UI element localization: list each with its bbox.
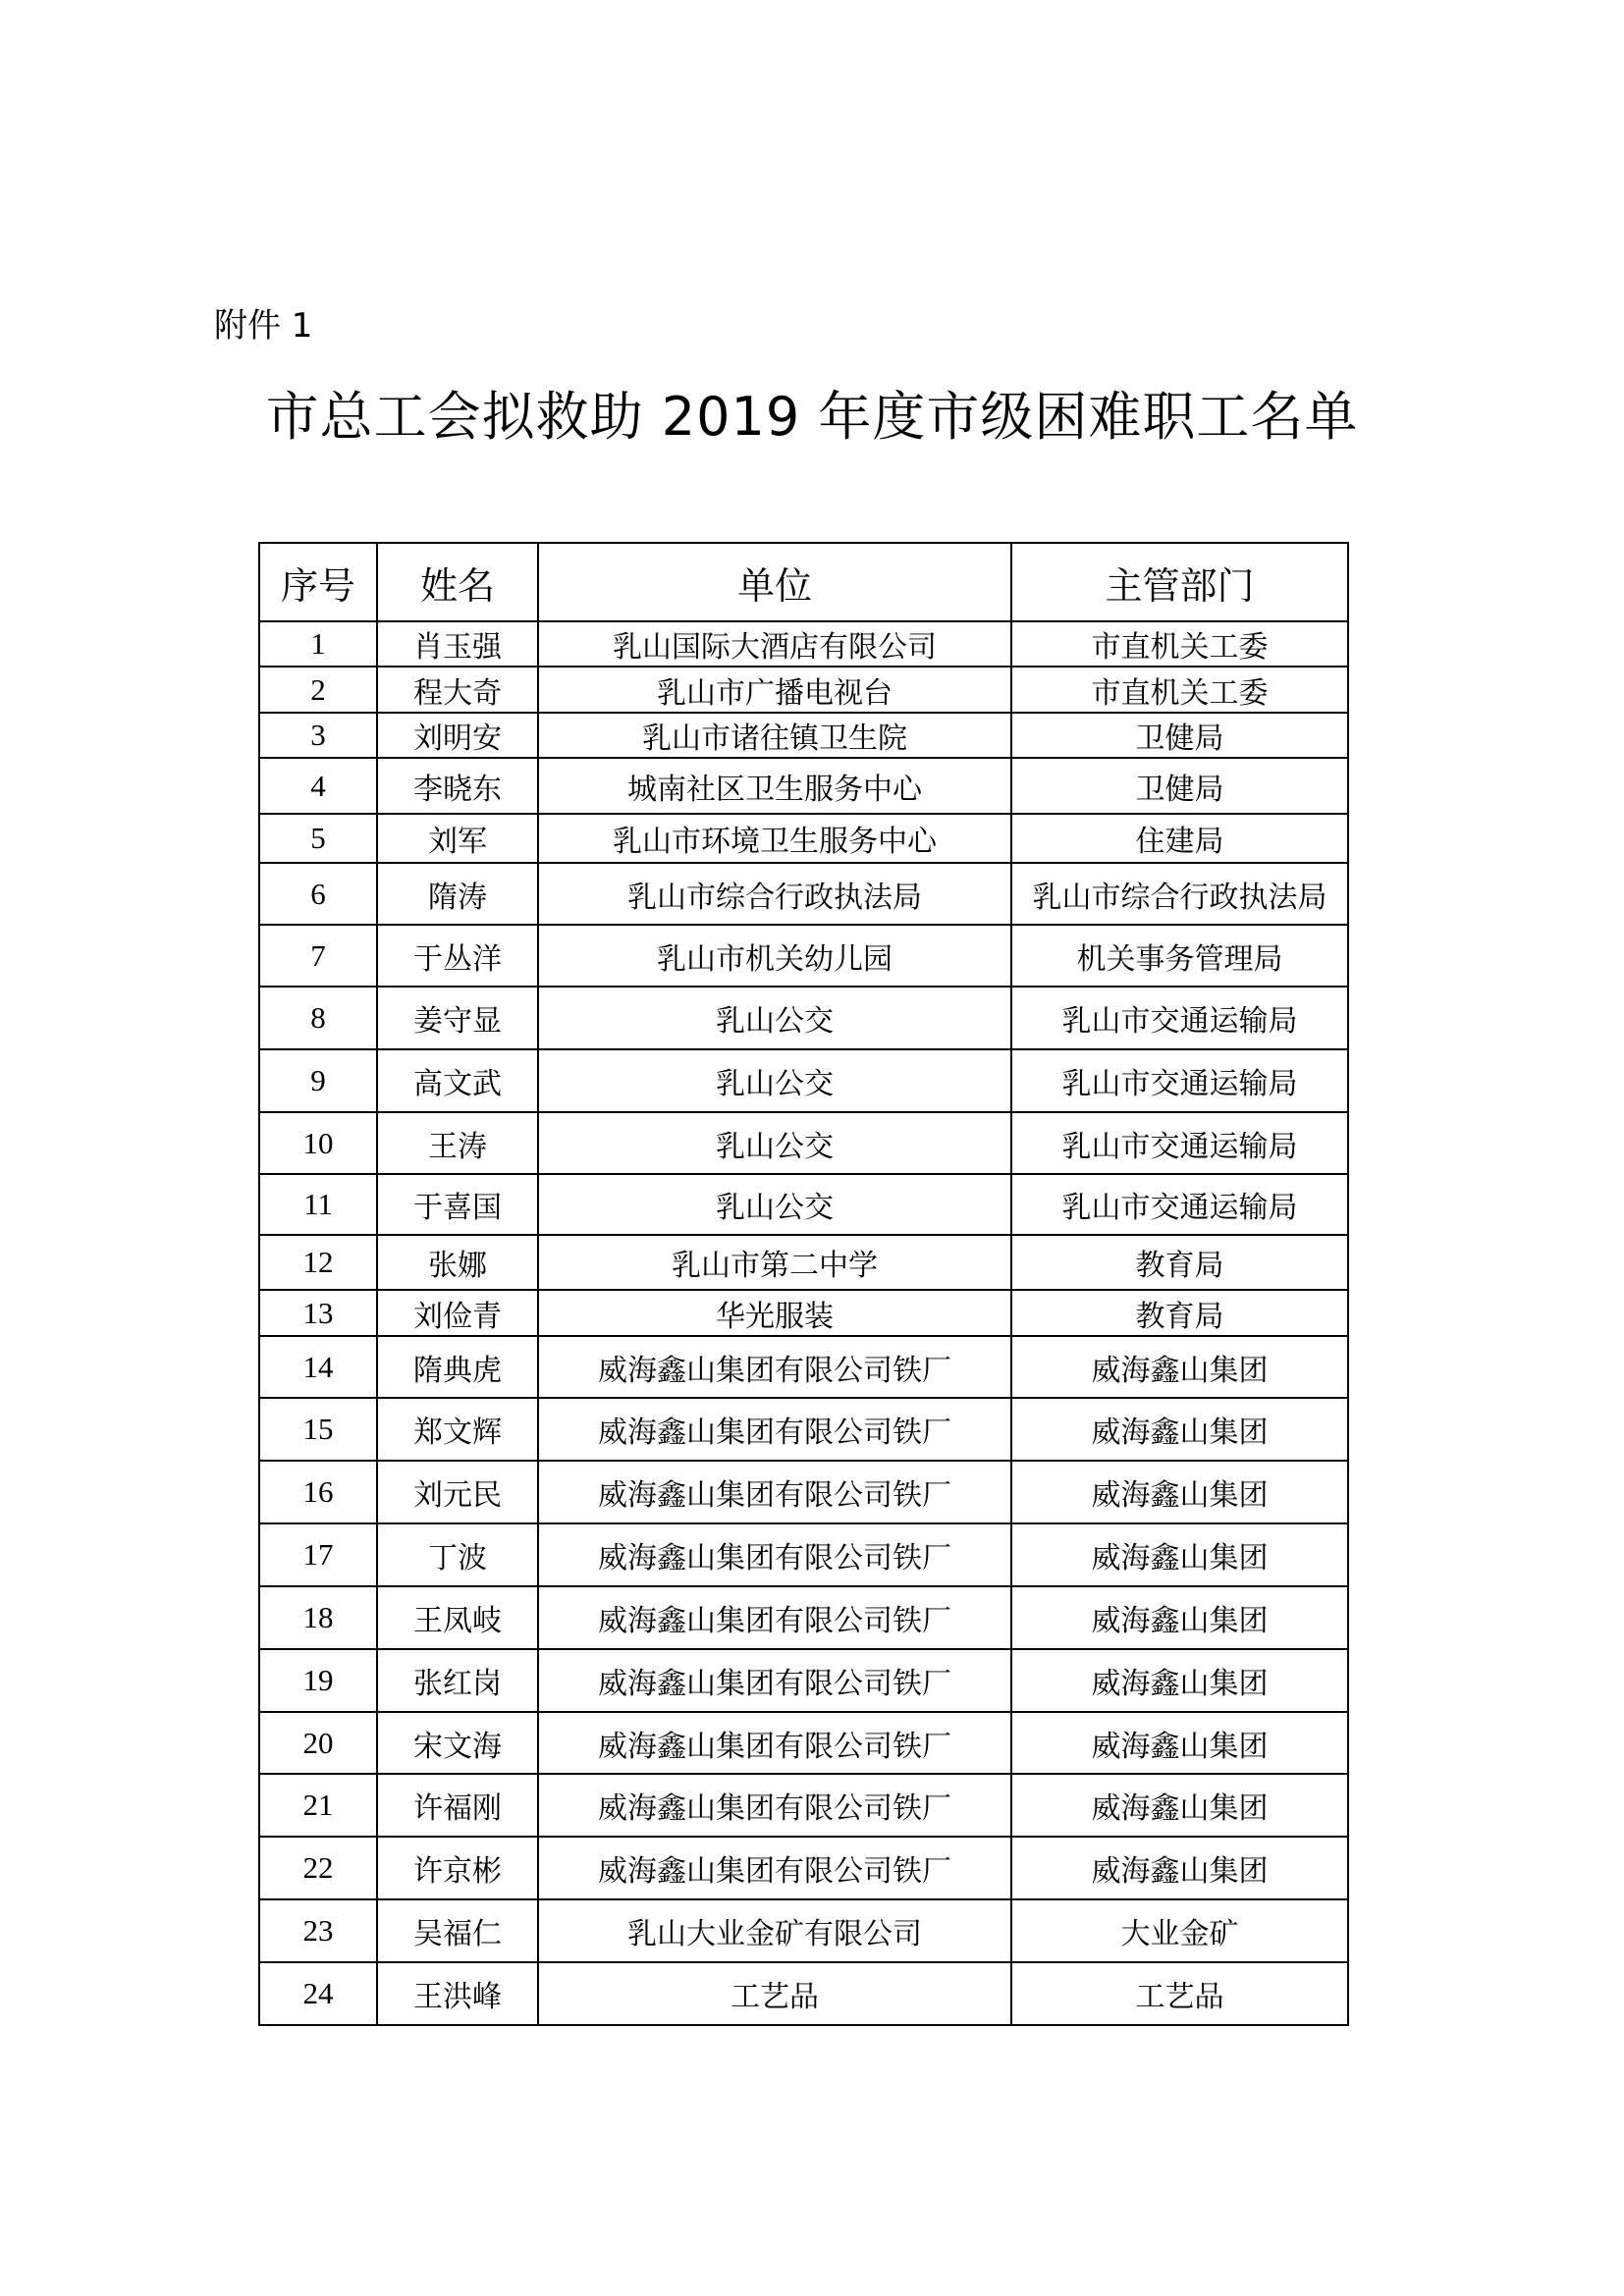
cell-seq: 19 <box>259 1649 377 1712</box>
cell-seq: 10 <box>259 1112 377 1174</box>
table-row <box>259 1774 1348 1837</box>
cell-unit: 乳山市诸往镇卫生院 <box>538 713 1011 758</box>
table-row <box>259 621 1348 667</box>
cell-name: 张娜 <box>377 1235 538 1290</box>
cell-seq: 16 <box>259 1461 377 1523</box>
cell-seq: 4 <box>259 758 377 814</box>
cell-department: 威海鑫山集团 <box>1011 1774 1348 1837</box>
cell-seq: 5 <box>259 814 377 863</box>
cell-seq: 15 <box>259 1398 377 1461</box>
cell-seq: 3 <box>259 713 377 758</box>
cell-name: 王凤岐 <box>377 1586 538 1649</box>
table-row <box>259 1461 1348 1523</box>
cell-seq: 13 <box>259 1290 377 1336</box>
table-row <box>259 1174 1348 1235</box>
cell-seq: 9 <box>259 1049 377 1112</box>
cell-unit: 乳山公交 <box>538 1174 1011 1235</box>
cell-unit: 乳山公交 <box>538 1049 1011 1112</box>
table-row <box>259 1586 1348 1649</box>
cell-department: 教育局 <box>1011 1290 1348 1336</box>
cell-unit: 华光服装 <box>538 1290 1011 1336</box>
cell-name: 许福刚 <box>377 1774 538 1837</box>
cell-name: 于丛洋 <box>377 925 538 987</box>
table-row <box>259 1523 1348 1586</box>
cell-unit: 乳山市第二中学 <box>538 1235 1011 1290</box>
cell-unit: 威海鑫山集团有限公司铁厂 <box>538 1336 1011 1398</box>
table-row <box>259 1112 1348 1174</box>
cell-unit: 乳山市广播电视台 <box>538 667 1011 713</box>
table-row <box>259 1049 1348 1112</box>
cell-name: 于喜国 <box>377 1174 538 1235</box>
cell-unit: 乳山市综合行政执法局 <box>538 863 1011 925</box>
cell-seq: 12 <box>259 1235 377 1290</box>
cell-department: 威海鑫山集团 <box>1011 1398 1348 1461</box>
table-row <box>259 1899 1348 1962</box>
cell-seq: 22 <box>259 1837 377 1899</box>
cell-seq: 20 <box>259 1712 377 1774</box>
cell-department: 威海鑫山集团 <box>1011 1523 1348 1586</box>
cell-unit: 乳山市环境卫生服务中心 <box>538 814 1011 863</box>
header-name: 姓名 <box>377 543 538 621</box>
cell-name: 隋涛 <box>377 863 538 925</box>
cell-department: 乳山市交通运输局 <box>1011 1174 1348 1235</box>
cell-name: 肖玉强 <box>377 621 538 667</box>
roster-table <box>258 542 1349 2026</box>
cell-unit: 城南社区卫生服务中心 <box>538 758 1011 814</box>
table-row <box>259 1290 1348 1336</box>
cell-department: 市直机关工委 <box>1011 621 1348 667</box>
cell-department: 工艺品 <box>1011 1962 1348 2025</box>
cell-unit: 威海鑫山集团有限公司铁厂 <box>538 1523 1011 1586</box>
cell-name: 郑文辉 <box>377 1398 538 1461</box>
table-body <box>259 621 1348 2025</box>
cell-department: 机关事务管理局 <box>1011 925 1348 987</box>
cell-department: 卫健局 <box>1011 713 1348 758</box>
cell-unit: 威海鑫山集团有限公司铁厂 <box>538 1712 1011 1774</box>
cell-name: 张红岗 <box>377 1649 538 1712</box>
cell-unit: 乳山国际大酒店有限公司 <box>538 621 1011 667</box>
cell-department: 大业金矿 <box>1011 1899 1348 1962</box>
cell-department: 乳山市综合行政执法局 <box>1011 863 1348 925</box>
cell-seq: 14 <box>259 1336 377 1398</box>
table-row <box>259 863 1348 925</box>
cell-department: 威海鑫山集团 <box>1011 1837 1348 1899</box>
table-row <box>259 1712 1348 1774</box>
cell-department: 威海鑫山集团 <box>1011 1649 1348 1712</box>
cell-name: 李晓东 <box>377 758 538 814</box>
table-row <box>259 1962 1348 2025</box>
cell-department: 教育局 <box>1011 1235 1348 1290</box>
table-row <box>259 1837 1348 1899</box>
table-row <box>259 1235 1348 1290</box>
cell-department: 乳山市交通运输局 <box>1011 1049 1348 1112</box>
cell-name: 隋典虎 <box>377 1336 538 1398</box>
cell-name: 刘明安 <box>377 713 538 758</box>
cell-department: 乳山市交通运输局 <box>1011 987 1348 1049</box>
table-row <box>259 758 1348 814</box>
cell-name: 刘军 <box>377 814 538 863</box>
cell-seq: 18 <box>259 1586 377 1649</box>
table-row <box>259 713 1348 758</box>
cell-name: 许京彬 <box>377 1837 538 1899</box>
cell-name: 吴福仁 <box>377 1899 538 1962</box>
table-row <box>259 814 1348 863</box>
cell-seq: 6 <box>259 863 377 925</box>
cell-department: 住建局 <box>1011 814 1348 863</box>
cell-department: 威海鑫山集团 <box>1011 1586 1348 1649</box>
cell-name: 宋文海 <box>377 1712 538 1774</box>
cell-department: 市直机关工委 <box>1011 667 1348 713</box>
table-row <box>259 667 1348 713</box>
header-unit: 单位 <box>538 543 1011 621</box>
cell-seq: 17 <box>259 1523 377 1586</box>
cell-seq: 8 <box>259 987 377 1049</box>
table-row <box>259 1649 1348 1712</box>
cell-seq: 21 <box>259 1774 377 1837</box>
cell-name: 丁波 <box>377 1523 538 1586</box>
table-row <box>259 1398 1348 1461</box>
cell-seq: 2 <box>259 667 377 713</box>
cell-seq: 1 <box>259 621 377 667</box>
page-title: 市总工会拟救助 2019 年度市级困难职工名单 <box>265 386 1359 448</box>
cell-unit: 威海鑫山集团有限公司铁厂 <box>538 1649 1011 1712</box>
header-seq: 序号 <box>259 543 377 621</box>
cell-name: 刘元民 <box>377 1461 538 1523</box>
cell-department: 卫健局 <box>1011 758 1348 814</box>
cell-seq: 7 <box>259 925 377 987</box>
table-row <box>259 925 1348 987</box>
cell-seq: 23 <box>259 1899 377 1962</box>
cell-department: 威海鑫山集团 <box>1011 1461 1348 1523</box>
cell-name: 高文武 <box>377 1049 538 1112</box>
table-header-row <box>259 543 1348 621</box>
cell-department: 威海鑫山集团 <box>1011 1712 1348 1774</box>
cell-name: 刘俭青 <box>377 1290 538 1336</box>
cell-unit: 乳山公交 <box>538 1112 1011 1174</box>
cell-seq: 11 <box>259 1174 377 1235</box>
cell-unit: 威海鑫山集团有限公司铁厂 <box>538 1586 1011 1649</box>
cell-department: 威海鑫山集团 <box>1011 1336 1348 1398</box>
cell-name: 姜守显 <box>377 987 538 1049</box>
cell-unit: 乳山公交 <box>538 987 1011 1049</box>
cell-unit: 威海鑫山集团有限公司铁厂 <box>538 1774 1011 1837</box>
cell-name: 王涛 <box>377 1112 538 1174</box>
cell-seq: 24 <box>259 1962 377 2025</box>
cell-unit: 威海鑫山集团有限公司铁厂 <box>538 1461 1011 1523</box>
cell-name: 程大奇 <box>377 667 538 713</box>
cell-department: 乳山市交通运输局 <box>1011 1112 1348 1174</box>
header-department: 主管部门 <box>1011 543 1348 621</box>
cell-unit: 乳山市机关幼儿园 <box>538 925 1011 987</box>
cell-unit: 威海鑫山集团有限公司铁厂 <box>538 1837 1011 1899</box>
attachment-label: 附件 1 <box>214 306 313 346</box>
cell-unit: 工艺品 <box>538 1962 1011 2025</box>
table-row <box>259 1336 1348 1398</box>
cell-unit: 乳山大业金矿有限公司 <box>538 1899 1011 1962</box>
cell-unit: 威海鑫山集团有限公司铁厂 <box>538 1398 1011 1461</box>
table-row <box>259 987 1348 1049</box>
cell-name: 王洪峰 <box>377 1962 538 2025</box>
